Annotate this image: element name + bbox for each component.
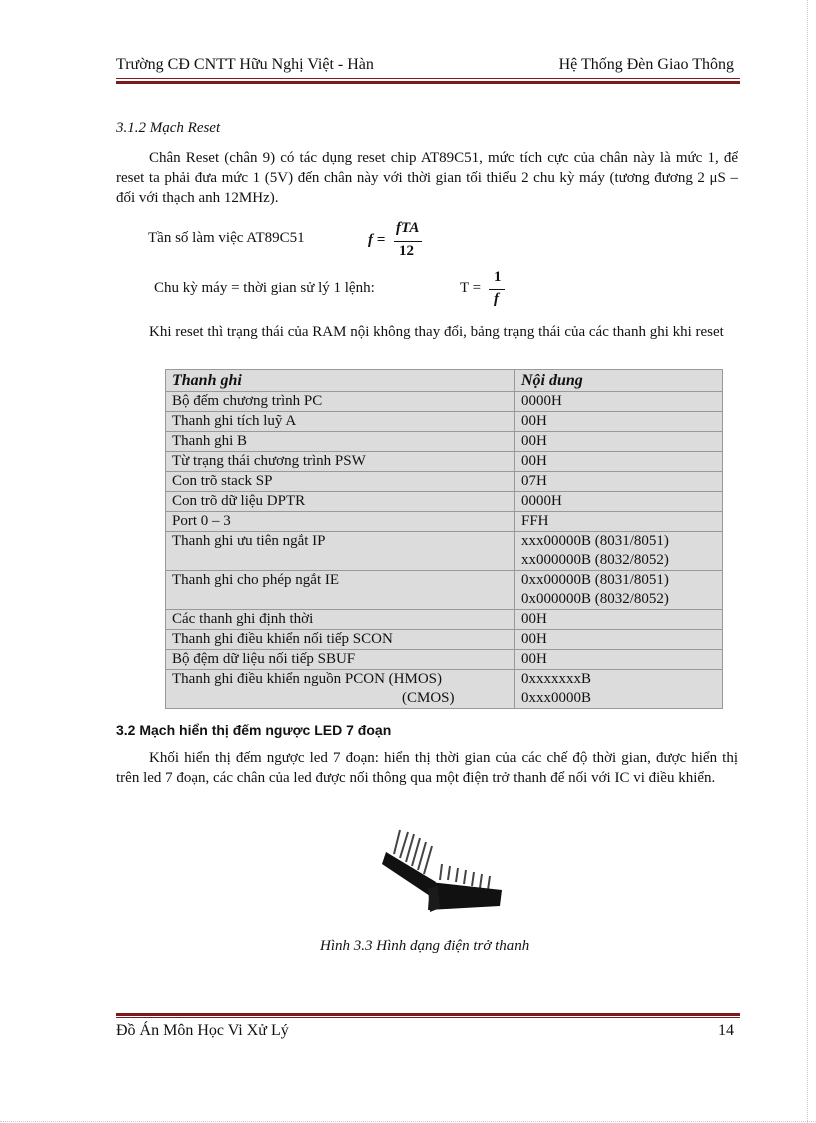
section-32-body (116, 748, 738, 788)
table-row (166, 571, 723, 610)
register-value: 00H (515, 630, 723, 650)
fraction-bar (394, 241, 422, 242)
column-header-register: Thanh ghi (166, 370, 515, 392)
cycle-lhs: T = (460, 280, 482, 296)
table-row (166, 650, 723, 670)
table-row (166, 532, 723, 571)
register-name: Thanh ghi điều khiển nối tiếp SCON (166, 630, 515, 650)
register-value (515, 571, 723, 610)
table-row (166, 452, 723, 472)
table-intro-paragraph: Khi reset thì trạng thái của RAM nội không thay đổi, bảng trạng thái của các thanh ghi khi reset (149, 324, 724, 340)
footer-rule-thick (116, 1013, 740, 1016)
register-name: Từ trạng thái chương trình PSW (166, 452, 515, 472)
register-value-line: 0x000000B (8032/8052) (521, 591, 669, 607)
register-name: Bộ đệm dữ liệu nối tiếp SBUF (166, 650, 515, 670)
frequency-numerator: fTA (396, 220, 420, 236)
header-school: Trường CĐ CNTT Hữu Nghị Việt - Hàn (116, 56, 374, 73)
register-value-line: 0xx00000B (8031/8051) (521, 572, 669, 588)
table-row (166, 412, 723, 432)
table-row (166, 432, 723, 452)
register-value: 00H (515, 432, 723, 452)
section-title: 3.2 Mạch hiển thị đếm ngược LED 7 đoạn (116, 722, 392, 738)
table-row (166, 630, 723, 650)
register-name-line: Thanh ghi điều khiển nguồn PCON (HMOS) (172, 671, 442, 687)
frequency-label: Tần số làm việc AT89C51 (148, 230, 305, 246)
table-row (166, 472, 723, 492)
frequency-denominator: 12 (399, 243, 414, 259)
register-value: 0000H (515, 492, 723, 512)
register-value-line: 0xxx0000B (521, 690, 592, 706)
register-value: 0000H (515, 392, 723, 412)
register-name: Bộ đếm chương trình PC (166, 392, 515, 412)
cycle-denominator: f (494, 291, 499, 307)
register-value: FFH (515, 512, 723, 532)
header-rule-thin (116, 78, 740, 79)
table-row (166, 670, 723, 709)
cycle-formula (154, 270, 654, 314)
register-value: 07H (515, 472, 723, 492)
register-name-line: (CMOS) (402, 690, 455, 706)
register-value: 00H (515, 610, 723, 630)
register-name: Con trõ stack SP (166, 472, 515, 492)
register-name (166, 670, 515, 709)
frequency-formula (148, 222, 648, 262)
frequency-lhs: f = (368, 232, 386, 248)
fraction-bar (489, 289, 505, 290)
table-row (166, 492, 723, 512)
register-name: Con trõ dữ liệu DPTR (166, 492, 515, 512)
page-edge-bottom (0, 1121, 816, 1122)
reset-paragraph: Chân Reset (chân 9) có tác dụng reset chip AT89C51, mức tích cực của chân này là mức 1, để reset ta phải đưa mức 1 (5V) đến chân này với thời gian tối thiểu 2 chu kỳ máy (tương đương 2 μS – đối với thạch anh 12MHz). (116, 150, 738, 206)
register-name: Thanh ghi B (166, 432, 515, 452)
register-value-line: 0xxxxxxxB (521, 671, 592, 687)
figure-caption: Hình 3.3 Hình dạng điện trở thanh (320, 938, 530, 954)
register-reset-table (165, 369, 723, 709)
subsection-title: 3.1.2 Mạch Reset (116, 120, 221, 136)
register-value (515, 670, 723, 709)
register-name: Thanh ghi tích luỹ A (166, 412, 515, 432)
register-name: Thanh ghi ưu tiên ngắt IP (166, 532, 515, 571)
register-name: Port 0 – 3 (166, 512, 515, 532)
table-row (166, 392, 723, 412)
register-value (515, 532, 723, 571)
register-name: Thanh ghi cho phép ngắt IE (166, 571, 515, 610)
register-value: 00H (515, 452, 723, 472)
footer-rule-thin (116, 1017, 740, 1018)
table-row (166, 610, 723, 630)
register-value-line: xx000000B (8032/8052) (521, 552, 669, 568)
table-row (166, 512, 723, 532)
register-value: 00H (515, 650, 723, 670)
page-edge-right (807, 0, 808, 1123)
page-body (116, 118, 738, 208)
table-header-row (166, 370, 723, 392)
header-rule-thick (116, 81, 740, 84)
resistor-network-image (380, 824, 510, 918)
register-value: 00H (515, 412, 723, 432)
cycle-label: Chu kỳ máy = thời gian sử lý 1 lệnh: (154, 280, 375, 296)
page-number: 14 (718, 1022, 734, 1039)
led-paragraph: Khối hiển thị đếm ngược led 7 đoạn: hiển thị thời gian của các chế độ thời gian, được hiển thị trên led 7 đoạn, các chân của led được nối thông qua một điện trở thanh để nối với IC vi điều khiển. (116, 750, 738, 786)
page-header (116, 56, 738, 76)
footer-title: Đồ Án Môn Học Vi Xử Lý (116, 1022, 289, 1039)
table-intro (116, 322, 738, 342)
cycle-numerator: 1 (494, 269, 502, 285)
register-value-line: xxx00000B (8031/8051) (521, 533, 669, 549)
header-topic: Hệ Thống Đèn Giao Thông (558, 56, 734, 73)
register-name: Các thanh ghi định thời (166, 610, 515, 630)
column-header-content: Nội dung (515, 370, 723, 392)
